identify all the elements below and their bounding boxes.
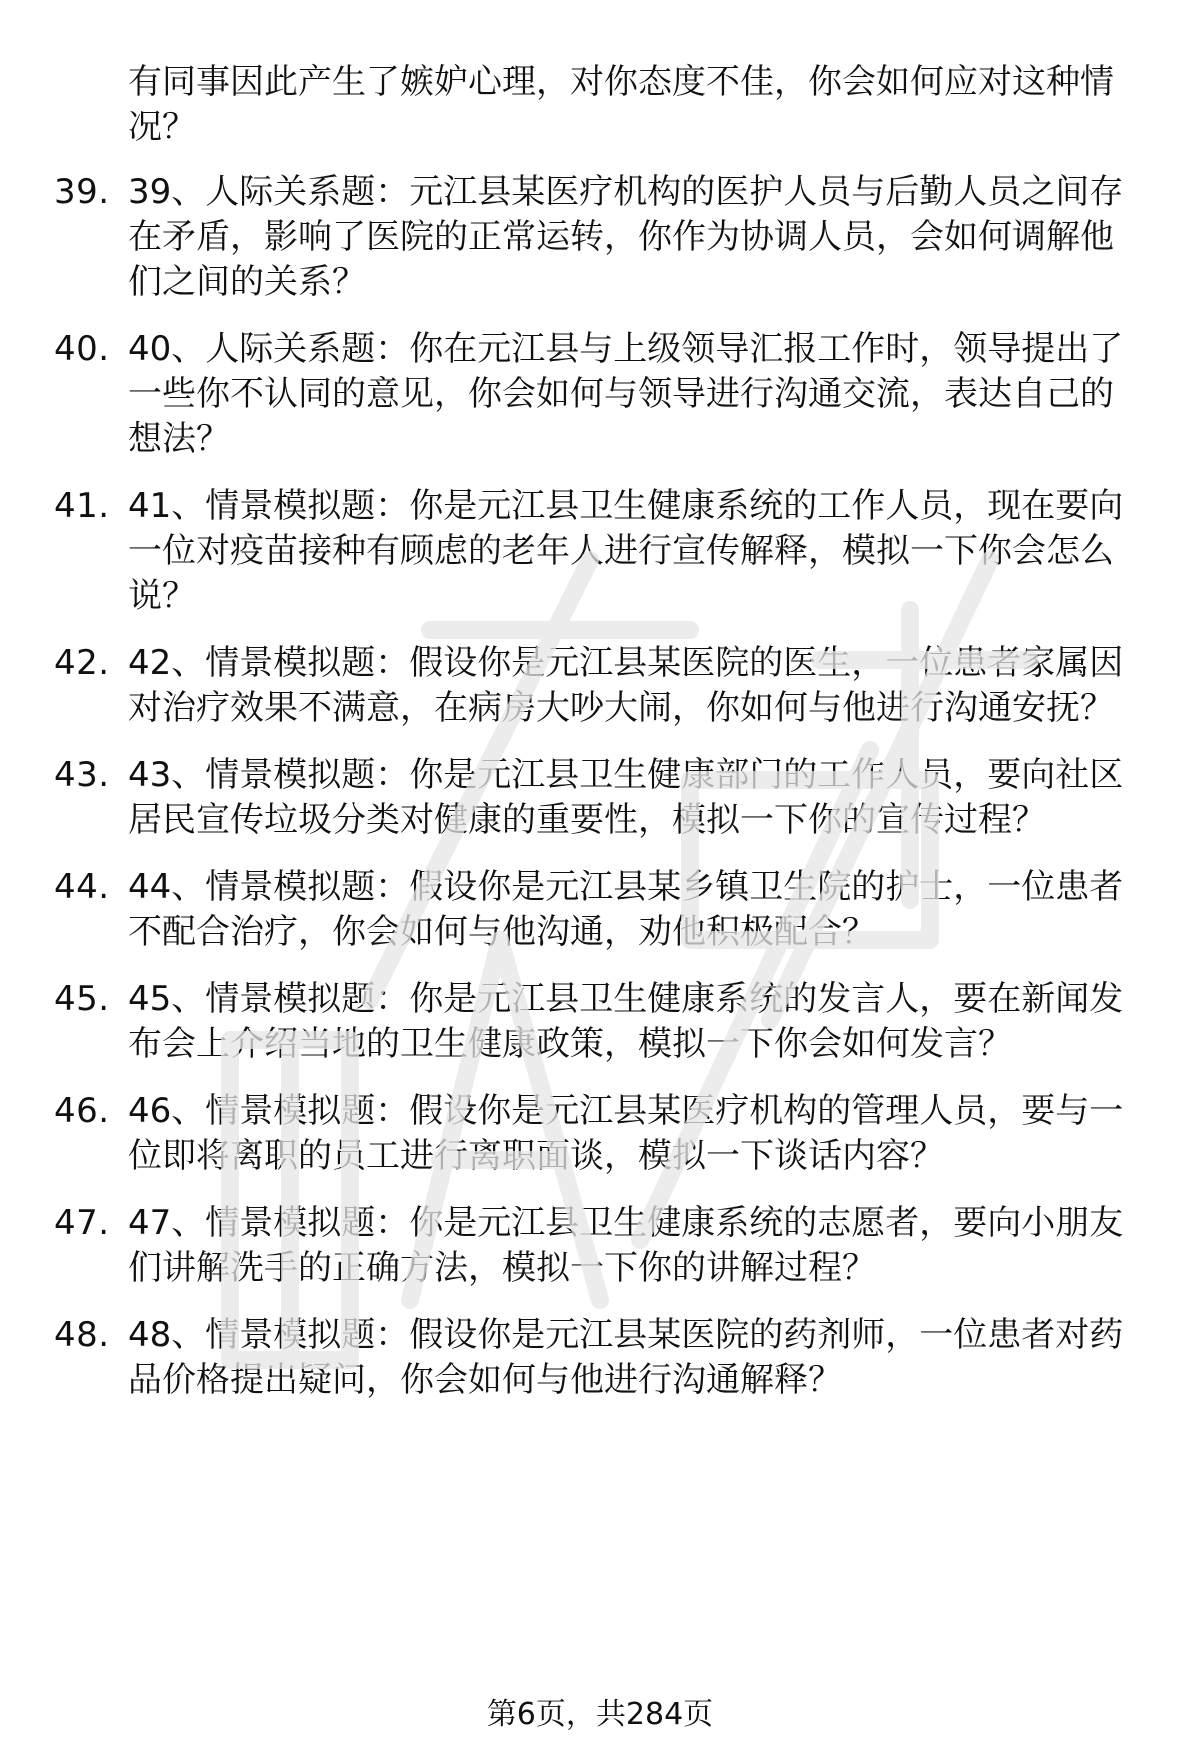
list-item [54,1313,1142,1403]
list-item [54,753,1142,843]
list-item [54,865,1142,955]
list-item [54,327,1142,462]
list-item [54,484,1142,619]
item-number: 42. [54,643,110,683]
item-text: 42、情景模拟题：假设你是元江县某医院的医生，一位患者家属因对治疗效果不满意，在病房大吵大闹，你如何与他进行沟通安抚？ [128,643,1124,728]
item-text: 39、人际关系题：元江县某医疗机构的医护人员与后勤人员之间存在矛盾，影响了医院的正常运转，你作为协调人员，会如何调解他们之间的关系？ [128,172,1124,302]
item-text: 41、情景模拟题：你是元江县卫生健康系统的工作人员，现在要向一位对疫苗接种有顾虑的老年人进行宣传解释，模拟一下你会怎么说？ [128,486,1124,616]
page-footer: 第6页，共284页 [486,1697,714,1732]
intro-continuation: 有同事因此产生了嫉妒心理，对你态度不佳，你会如何应对这种情况？ [128,62,1114,147]
item-number: 43. [54,755,110,795]
list-item [54,977,1142,1067]
list-item [54,1089,1142,1179]
item-number: 47. [54,1203,110,1243]
item-text: 40、人际关系题：你在元江县与上级领导汇报工作时，领导提出了一些你不认同的意见，你会如何与领导进行沟通交流，表达自己的想法？ [128,329,1124,459]
item-text: 43、情景模拟题：你是元江县卫生健康部门的工作人员，要向社区居民宣传垃圾分类对健康的重要性，模拟一下你的宣传过程？ [128,755,1124,840]
item-text: 46、情景模拟题：假设你是元江县某医疗机构的管理人员，要与一位即将离职的员工进行离职面谈，模拟一下谈话内容？ [128,1091,1124,1176]
item-text: 48、情景模拟题：假设你是元江县某医院的药剂师，一位患者对药品价格提出疑问，你会如何与他进行沟通解释？ [128,1315,1124,1400]
item-text: 47、情景模拟题：你是元江县卫生健康系统的志愿者，要向小朋友们讲解洗手的正确方法，模拟一下你的讲解过程？ [128,1203,1124,1288]
item-number: 40. [54,329,110,369]
item-text: 44、情景模拟题：假设你是元江县某乡镇卫生院的护士，一位患者不配合治疗，你会如何与他沟通，劝他积极配合？ [128,867,1124,952]
item-number: 45. [54,979,110,1019]
item-number: 48. [54,1315,110,1355]
item-number: 41. [54,486,110,526]
item-number: 44. [54,867,110,907]
item-text: 45、情景模拟题：你是元江县卫生健康系统的发言人，要在新闻发布会上介绍当地的卫生健康政策，模拟一下你会如何发言？ [128,979,1124,1064]
list-item [54,170,1142,305]
list-item [54,641,1142,731]
item-number: 39. [54,172,110,212]
list-item [54,1201,1142,1291]
item-number: 46. [54,1091,110,1131]
